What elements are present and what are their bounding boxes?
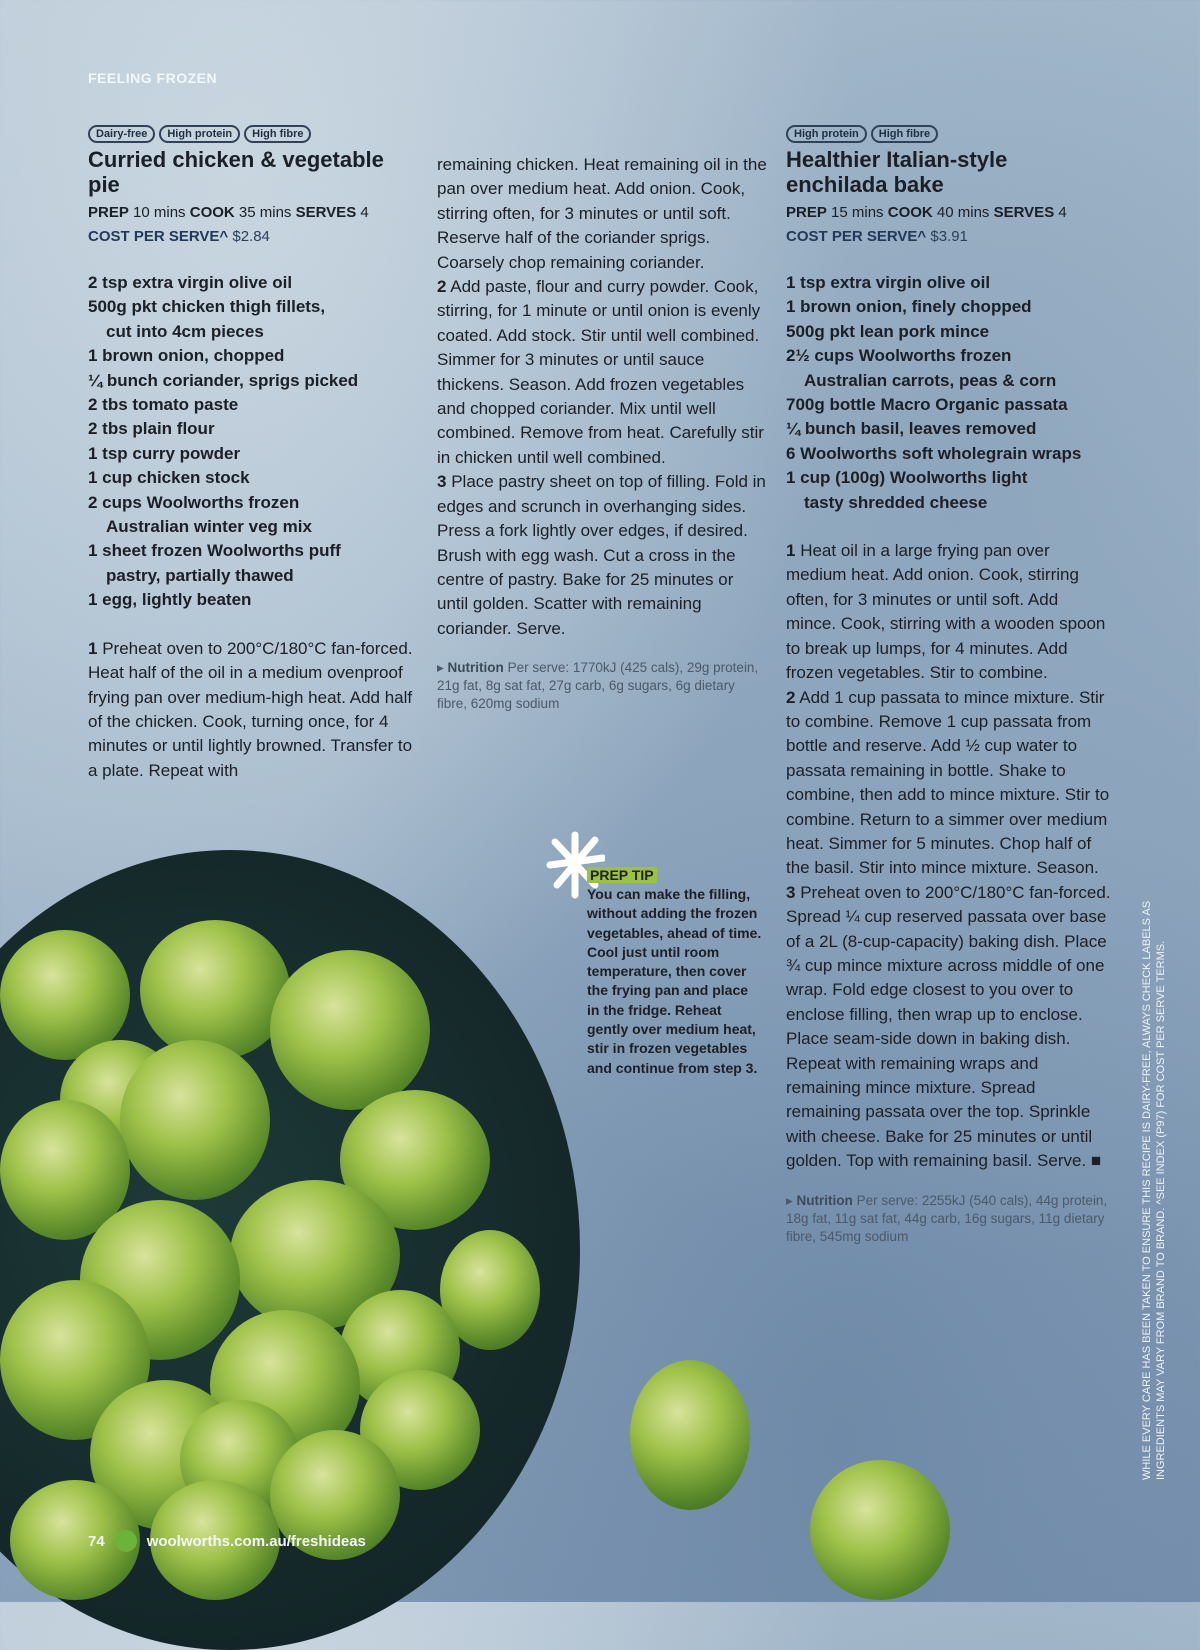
prep-time: 15 mins: [831, 204, 884, 221]
ingredient: 1 tsp extra virgin olive oil: [786, 273, 991, 292]
recipe-curried-chicken-pie-continued: [437, 153, 767, 713]
method-step-3: [786, 881, 1111, 1174]
cost-per-serve: [88, 225, 418, 249]
ingredient: ¼ bunch basil, leaves removed: [786, 419, 1037, 439]
step-text: Heat oil in a large frying pan over medium heat. Add onion. Cook, stirring often, for 3 minutes or until soft. Add mince. Cook, stirring with a wooden spoon to break up lumps, for 4 minutes. Add frozen vegetables. Stir to combine.: [786, 541, 1106, 683]
badge-high-fibre: High fibre: [871, 125, 938, 143]
ingredient: 2 tbs tomato paste: [88, 395, 239, 415]
nutrition-label: Nutrition: [796, 1192, 853, 1208]
step-text: Place pastry sheet on top of filling. Fold in edges and scrunch in overhanging sides. Press a fork lightly over edges, if desired. Brush with egg wash. Cut a cross in the centre of pastry. Bake for 25 minutes or until golden. Scatter with remaining coriander. Serve.: [437, 472, 766, 638]
ingredient: Australian winter veg mix: [106, 517, 312, 537]
woolworths-logo-icon: [115, 1530, 137, 1552]
prep-tip: [587, 867, 762, 1078]
ingredient: pastry, partially thawed: [106, 565, 294, 585]
ingredient: 500g pkt lean pork mince: [786, 321, 990, 341]
cost-label: COST PER SERVE^: [88, 228, 229, 245]
method-step-1-continued: [437, 153, 767, 275]
nutrition-info: [437, 659, 767, 713]
step-text: remaining chicken. Heat remaining oil in the pan over medium heat. Add onion. Cook, stirring often, for 3 minutes or until soft. Reserve half of the coriander sprigs. Coarsely chop remaining coriander.: [437, 155, 767, 272]
ingredient: 1 brown onion, finely chopped: [786, 297, 1032, 317]
ingredient: Australian carrots, peas & corn: [804, 370, 1057, 390]
prep-label: PREP: [786, 204, 827, 221]
cook-label: COOK: [189, 204, 235, 221]
website-link[interactable]: woolworths.com.au/freshideas: [146, 1532, 366, 1550]
nutrition-info: [786, 1192, 1111, 1246]
ingredient: 1 brown onion, chopped: [88, 346, 285, 366]
ingredient: 1 tsp curry powder: [88, 443, 241, 463]
cost-value: $3.91: [930, 228, 968, 245]
badge-high-fibre: High fibre: [244, 125, 311, 143]
page-number: 74: [88, 1532, 105, 1550]
ingredient: 1 sheet frozen Woolworths puff: [88, 541, 341, 561]
cost-value: $2.84: [232, 228, 270, 245]
ingredient: cut into 4cm pieces: [106, 321, 264, 341]
ingredient: 2 tbs plain flour: [88, 419, 215, 439]
method-step-2: [786, 686, 1111, 881]
recipe-curried-chicken-pie: [88, 125, 418, 783]
cook-label: COOK: [887, 204, 933, 221]
step-number: 3: [437, 472, 447, 492]
ingredient: 1 cup chicken stock: [88, 468, 250, 488]
ingredient: 6 Woolworths soft wholegrain wraps: [786, 443, 1082, 463]
step-text: Add 1 cup passata to mince mixture. Stir to combine. Remove 1 cup passata from bottle and reserve. Add ½ cup water to passata remaining in bottle. Shake to combine, then add to mince mixture. Stir to combine. Return to a simmer over medium heat. Simmer for 5 minutes. Chop half of the basil. Stir into mince mixture. Season.: [786, 687, 1110, 878]
recipe-title: Healthier Italian-style enchilada bake: [786, 147, 1008, 197]
recipe-times: [88, 201, 418, 225]
triangle-bullet-icon: ▸: [437, 660, 444, 676]
step-number: 2: [786, 687, 796, 707]
ingredient: tasty shredded cheese: [804, 492, 988, 512]
serves-label: SERVES: [993, 204, 1055, 221]
page-footer: [88, 1530, 366, 1552]
disclaimer-note: WHILE EVERY CARE HAS BEEN TAKEN TO ENSURE THIS RECIPE IS DAIRY-FREE, ALWAYS CHECK LABELS AS INGREDIENTS MAY VARY FROM BRAND TO BRAND. ^SEE INDEX (P97) FOR COST PER SERVE TERMS.: [1141, 900, 1167, 1480]
section-label: FEELING FROZEN: [88, 70, 218, 86]
ingredient: 1 egg, lightly beaten: [88, 590, 252, 610]
serves-count: 4: [1058, 204, 1067, 221]
recipe-title: Curried chicken & vegetable pie: [88, 147, 384, 197]
method-step-1: [88, 637, 418, 783]
step-number: 1: [88, 638, 98, 658]
recipe-italian-enchilada-bake: [786, 125, 1111, 1246]
badge-high-protein: High protein: [786, 125, 867, 143]
step-number: 2: [437, 277, 447, 297]
ingredient: ¼ bunch coriander, sprigs picked: [88, 370, 359, 390]
serves-label: SERVES: [295, 204, 357, 221]
prep-tip-label: PREP TIP: [587, 867, 657, 883]
badge-high-protein: High protein: [159, 125, 240, 143]
diet-badges: [88, 125, 418, 143]
ingredient-list: [88, 271, 418, 613]
cook-time: 40 mins: [936, 204, 990, 221]
serves-count: 4: [360, 204, 369, 221]
cook-time: 35 mins: [238, 204, 292, 221]
ingredient: 2 cups Woolworths frozen: [88, 492, 300, 512]
prep-time: 10 mins: [133, 204, 186, 221]
ingredient: 1 cup (100g) Woolworths light: [786, 468, 1028, 488]
ingredient: 2 tsp extra virgin olive oil: [88, 273, 293, 292]
prep-tip-body: You can make the filling, without adding the frozen vegetables, ahead of time. Cool just until room temperature, then cover the frying pan and place in the fridge. Reheat gently over medium heat, stir in frozen vegetables and continue from step 3.: [587, 886, 762, 1076]
step-number: 1: [786, 541, 796, 561]
nutrition-text: Per serve: 2255kJ (540 cals), 44g protein, 18g fat, 11g sat fat, 44g carb, 16g sugars, 11g dietary fibre, 545mg sodium: [786, 1192, 1108, 1244]
method-step-2: [437, 275, 767, 470]
cost-label: COST PER SERVE^: [786, 228, 927, 245]
step-text: Preheat oven to 200°C/180°C fan-forced. Heat half of the oil in a medium ovenproof frying pan over medium-high heat. Add half of the chicken. Cook, turning once, for 4 minutes or until lightly browned. Transfer to a plate. Repeat with: [88, 638, 413, 780]
ingredient: 700g bottle Macro Organic passata: [786, 395, 1068, 415]
ingredient: 500g pkt chicken thigh fillets,: [88, 297, 326, 317]
ingredient: 2½ cups Woolworths frozen: [786, 346, 1012, 366]
prep-label: PREP: [88, 204, 129, 221]
nutrition-text: Per serve: 1770kJ (425 cals), 29g protein, 21g fat, 8g sat fat, 27g carb, 6g sugars, 6g dietary fibre, 620mg sodium: [437, 660, 759, 712]
recipe-times: [786, 201, 1111, 225]
diet-badges: [786, 125, 1111, 143]
ingredient-list: [786, 271, 1111, 515]
badge-dairy-free: Dairy-free: [88, 125, 155, 143]
nutrition-label: Nutrition: [447, 660, 504, 676]
cost-per-serve: [786, 225, 1111, 249]
method-step-1: [786, 539, 1111, 685]
step-text: Preheat oven to 200°C/180°C fan-forced. Spread ¼ cup reserved passata over base of a 2L (8-cup-capacity) baking dish. Place ¾ cup mince mixture across middle of one wrap. Fold edge closest to you over to enclose filling, then wrap up to enclose. Place seam-side down in baking dish. Repeat with remaining wraps and remaining mince mixture. Spread remaining passata over the top. Sprinkle with cheese. Bake for 25 minutes or until golden. Top with remaining basil. Serve. ■: [786, 882, 1111, 1171]
method-step-3: [437, 470, 767, 641]
triangle-bullet-icon: ▸: [786, 1192, 793, 1208]
step-text: Add paste, flour and curry powder. Cook, stirring, for 1 minute or until onion is evenly coated. Add stock. Stir until well combined. Simmer for 3 minutes or until sauce thickens. Season. Add frozen vegetables and chopped coriander. Mix until well combined. Remove from heat. Carefully stir in chicken until well combined.: [437, 277, 764, 467]
step-number: 3: [786, 882, 796, 902]
